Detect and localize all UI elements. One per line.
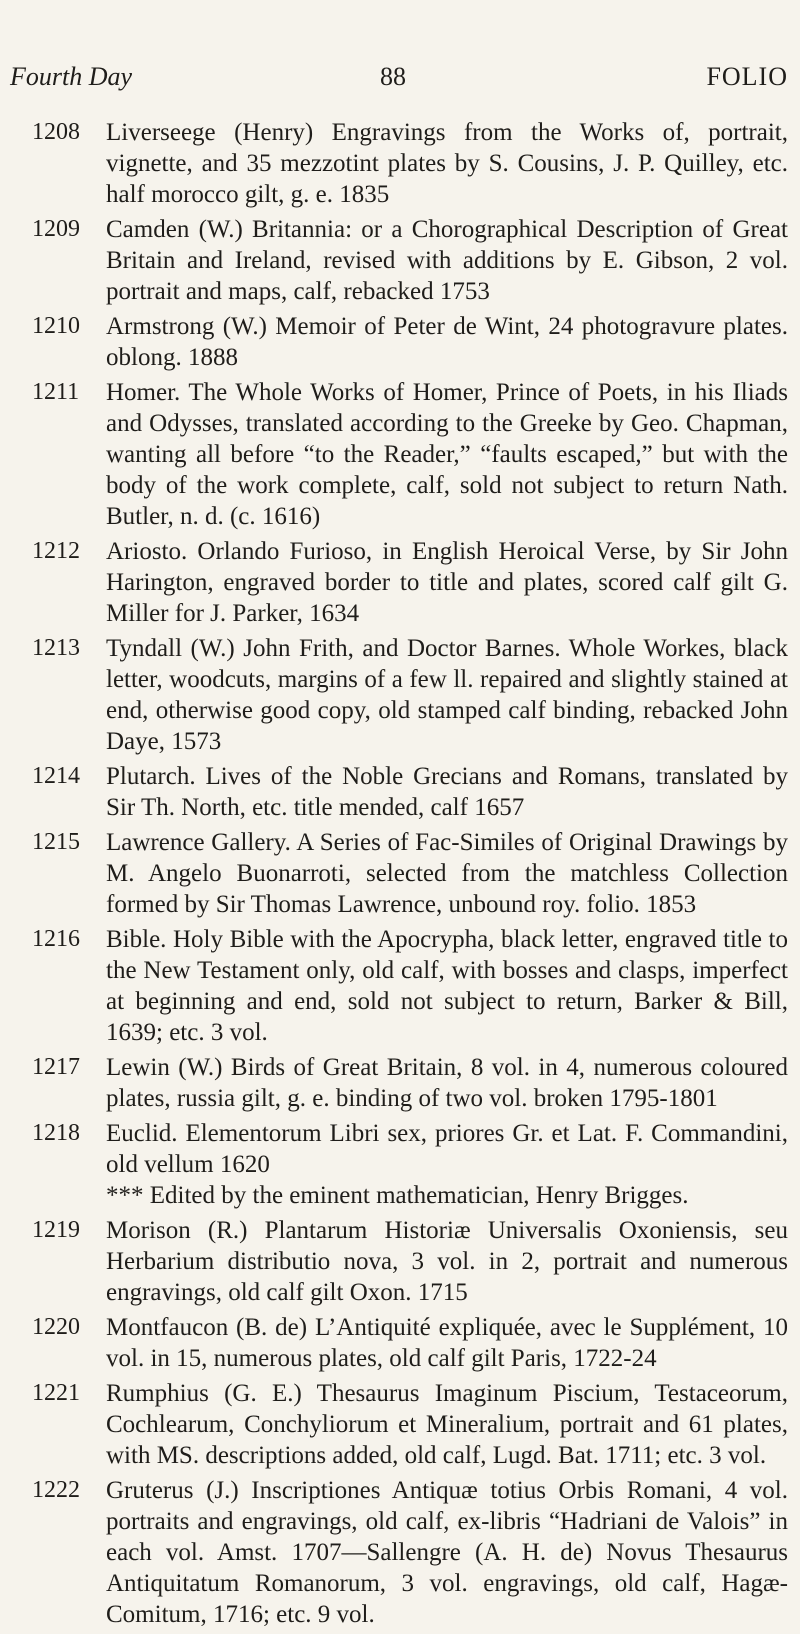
lot-number: 1208: [32, 119, 80, 145]
lot-entry: [0, 1475, 800, 1630]
lot-description: Camden (W.) Britannia: or a Chorographical Description of Great Britain and Ireland, revised with additions by E. Gibson, 2 vol. portrait and maps, calf, rebacked 1753: [106, 216, 788, 305]
lot-entry: [0, 761, 800, 823]
lot-description: Liverseege (Henry) Engravings from the Works of, portrait, vignette, and 35 mezzotint plates by S. Cousins, J. P. Quilley, etc. half morocco gilt, g. e. 1835: [106, 119, 788, 208]
lot-number: 1218: [32, 1120, 80, 1146]
lot-description: Homer. The Whole Works of Homer, Prince of Poets, in his Iliads and Odysses, translated according to the Greeke by Geo. Chapman, wanting all before “to the Reader,” “faults escaped,” but with the body of the work complete, calf, sold not subject to return Nath. Butler, n. d. (c. 1616): [106, 379, 788, 530]
lot-description: Morison (R.) Plantarum Historiæ Universalis Oxoniensis, seu Herbarium distributio nova, 3 vol. in 2, portrait and numerous engravings, old calf gilt Oxon. 1715: [106, 1217, 788, 1306]
lot-entry: [0, 214, 800, 307]
lot-description: Lewin (W.) Birds of Great Britain, 8 vol. in 4, numerous coloured plates, russia gilt, g. e. binding of two vol. broken 1795-1801: [106, 1054, 788, 1112]
lot-description: Gruterus (J.) Inscriptiones Antiquæ totius Orbis Romani, 4 vol. portraits and engravings, old calf, ex-libris “Hadriani de Valois” in each vol. Amst. 1707—Sallengre (A. H. de) Novus Thesaurus Antiquitatum Romanorum, 3 vol. engravings, old calf, Hagæ-Comitum, 1716; etc. 9 vol.: [106, 1477, 788, 1628]
lot-description: Plutarch. Lives of the Noble Grecians and Romans, translated by Sir Th. North, etc. title mended, calf 1657: [106, 763, 788, 821]
lot-entry: [0, 377, 800, 532]
lot-number: 1217: [32, 1054, 80, 1080]
lot-description: Rumphius (G. E.) Thesaurus Imaginum Piscium, Testaceorum, Cochlearum, Conchyliorum et Mineralium, portrait and 61 plates, with MS. descriptions added, old calf, Lugd. Bat. 1711; etc. 3 vol.: [106, 1380, 788, 1469]
lot-entry: [0, 311, 800, 373]
lot-description: Armstrong (W.) Memoir of Peter de Wint, 24 photogravure plates. oblong. 1888: [106, 313, 788, 371]
lot-number: 1210: [32, 313, 80, 339]
lot-number: 1221: [32, 1380, 80, 1406]
lot-entry: [0, 827, 800, 920]
lot-number: 1220: [32, 1314, 80, 1340]
lot-number: 1213: [32, 635, 80, 661]
lot-entry: [0, 536, 800, 629]
lot-entry: [0, 1215, 800, 1308]
page-header: [0, 62, 800, 102]
lot-number: 1209: [32, 216, 80, 242]
lot-number: 1219: [32, 1217, 80, 1243]
lot-entry: [0, 924, 800, 1048]
lot-description: Ariosto. Orlando Furioso, in English Heroical Verse, by Sir John Harington, engraved border to title and plates, scored calf gilt G. Miller for J. Parker, 1634: [106, 538, 788, 627]
lot-entry: [0, 117, 800, 210]
lot-description: Tyndall (W.) John Frith, and Doctor Barnes. Whole Workes, black letter, woodcuts, margins of a few ll. repaired and slightly stained at end, otherwise good copy, old stamped calf binding, rebacked John Daye, 1573: [106, 635, 788, 755]
lot-entry: [0, 1052, 800, 1114]
lot-entry: [0, 1312, 800, 1374]
page-number: 88: [380, 62, 406, 91]
lot-number: 1212: [32, 538, 80, 564]
lot-entry: [0, 633, 800, 757]
section-title: Fourth Day: [10, 62, 133, 91]
lot-description: Euclid. Elementorum Libri sex, priores Gr. et Lat. F. Commandini, old vellum 1620: [106, 1120, 788, 1178]
lot-entry: [0, 1378, 800, 1471]
lot-number: 1216: [32, 926, 80, 952]
lot-number: 1211: [32, 379, 80, 405]
lot-list: [0, 117, 800, 1634]
lot-description: Montfaucon (B. de) L’Antiquité expliquée, avec le Supplément, 10 vol. in 15, numerous plates, old calf gilt Paris, 1722-24: [106, 1314, 788, 1372]
lot-number: 1222: [32, 1477, 80, 1503]
lot-description: Bible. Holy Bible with the Apocrypha, black letter, engraved title to the New Testament only, old calf, with bosses and clasps, imperfect at beginning and end, sold not subject to return, Barker & Bill, 1639; etc. 3 vol.: [106, 926, 788, 1046]
lot-description: Lawrence Gallery. A Series of Fac-Similes of Original Drawings by M. Angelo Buonarroti, selected from the matchless Collection formed by Sir Thomas Lawrence, unbound roy. folio. 1853: [106, 829, 788, 918]
lot-number: 1215: [32, 829, 80, 855]
format-label: FOLIO: [706, 62, 788, 91]
lot-note: *** Edited by the eminent mathematician, Henry Brigges.: [106, 1182, 689, 1209]
lot-number: 1214: [32, 763, 80, 789]
lot-entry: [0, 1118, 800, 1211]
